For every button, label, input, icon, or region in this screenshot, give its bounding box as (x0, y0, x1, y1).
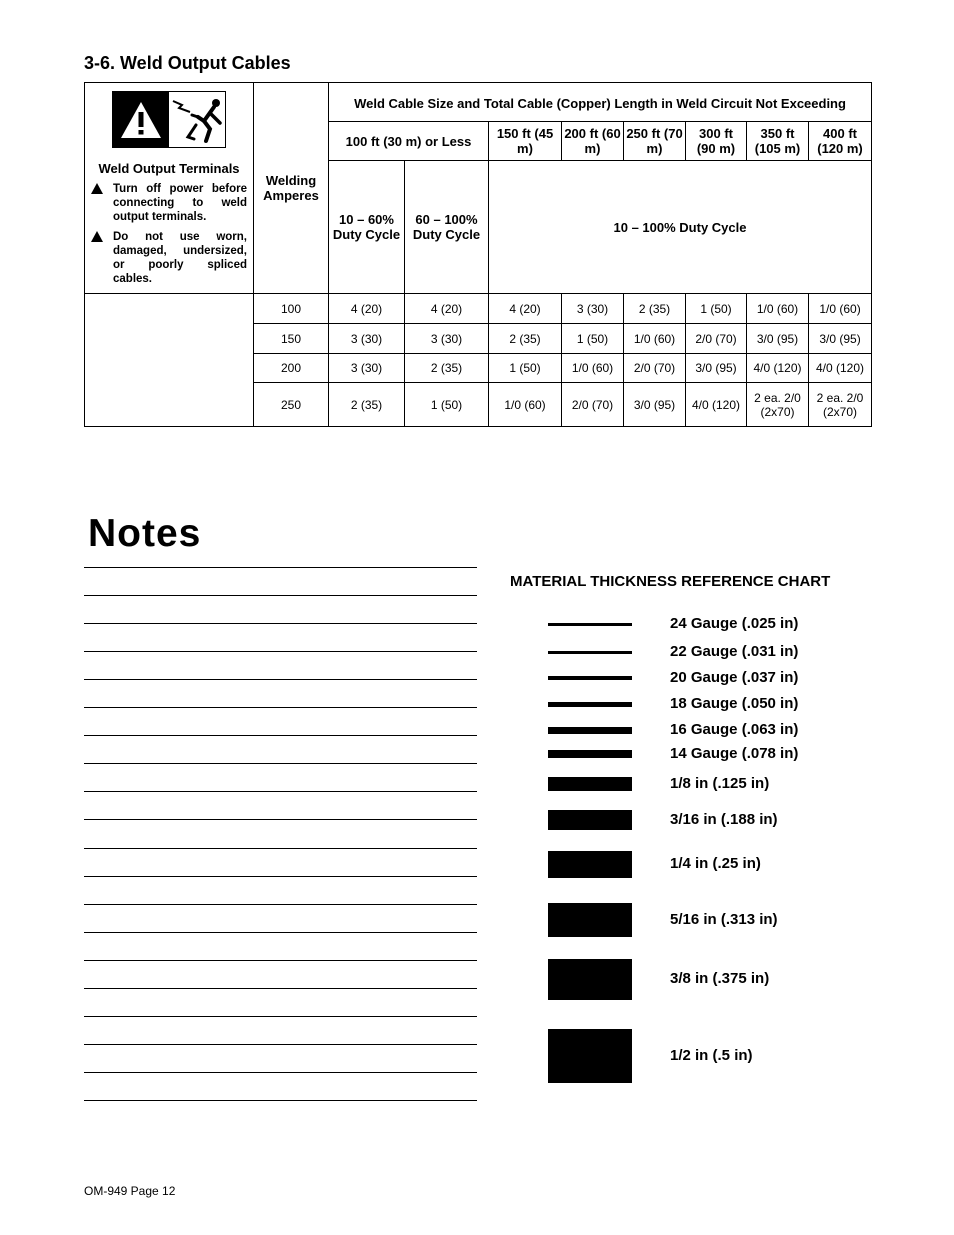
table-cell: 4/0 (120) (809, 354, 872, 383)
page-footer: OM-949 Page 12 (84, 1184, 176, 1198)
table-cell: 3/0 (95) (809, 324, 872, 354)
table-cell: 4 (20) (489, 294, 562, 324)
thickness-bar (548, 727, 632, 734)
table-cell: 1 (50) (686, 294, 747, 324)
warning-text: Turn off power before connecting to weld output terminals. (113, 183, 247, 223)
note-line (84, 763, 477, 764)
length-header: 300 ft (90 m) (686, 122, 747, 161)
thickness-label: 24 Gauge (.025 in) (670, 615, 799, 632)
thickness-label: 5/16 in (.313 in) (670, 911, 778, 928)
warning-bullet-icon (91, 182, 113, 224)
thickness-bar (548, 810, 632, 830)
note-line (84, 679, 477, 680)
note-line (84, 707, 477, 708)
duty-cycle-header: 10 – 100% Duty Cycle (489, 161, 872, 294)
thickness-label: 3/16 in (.188 in) (670, 811, 778, 828)
note-line (84, 932, 477, 933)
table-cell: 2/0 (70) (686, 324, 747, 354)
table-cell: 1/0 (60) (562, 354, 624, 383)
table-cell: 2 (35) (624, 294, 686, 324)
table-cell: 1/0 (60) (747, 294, 809, 324)
table-cell: 2 ea. 2/0 (2x70) (809, 383, 872, 427)
table-cell: 3 (30) (329, 354, 405, 383)
thickness-label: 3/8 in (.375 in) (670, 970, 770, 987)
thickness-bar (548, 903, 632, 937)
thickness-bar (548, 851, 632, 878)
note-line (84, 735, 477, 736)
warning-bullet-icon (91, 230, 113, 286)
warning-item (91, 182, 247, 224)
thickness-bar (548, 676, 632, 680)
note-line (84, 1072, 477, 1073)
duty-cycle-header: 10 – 60% Duty Cycle (329, 161, 405, 294)
table-row (85, 294, 872, 324)
warning-item (91, 230, 247, 286)
note-line (84, 595, 477, 596)
note-line (84, 651, 477, 652)
table-cell: 1 (50) (489, 354, 562, 383)
duty-cycle-header: 60 – 100% Duty Cycle (405, 161, 489, 294)
table-cell: 1/0 (60) (489, 383, 562, 427)
table-cell: 3/0 (95) (747, 324, 809, 354)
note-line (84, 1100, 477, 1101)
table-cell: 1/0 (60) (624, 324, 686, 354)
length-header-100: 100 ft (30 m) or Less (329, 122, 489, 161)
amps-cell: 200 (254, 354, 329, 383)
note-line (84, 791, 477, 792)
amps-cell: 250 (254, 383, 329, 427)
electric-shock-icon (169, 92, 225, 147)
note-line (84, 623, 477, 624)
note-line (84, 988, 477, 989)
note-line (84, 876, 477, 877)
warning-text: Do not use worn, damaged, undersized, or poorly spliced cables. (113, 231, 247, 285)
thickness-bar (548, 702, 632, 707)
thickness-bar (548, 651, 632, 654)
thickness-label: 14 Gauge (.078 in) (670, 745, 799, 762)
length-header: 400 ft (120 m) (809, 122, 872, 161)
table-cell: 3 (30) (405, 324, 489, 354)
table-cell: 3/0 (95) (686, 354, 747, 383)
table-cell: 2 (35) (405, 354, 489, 383)
table-cell: 3 (30) (329, 324, 405, 354)
note-line (84, 819, 477, 820)
thickness-bar (548, 750, 632, 758)
length-header: 150 ft (45 m) (489, 122, 562, 161)
thickness-bar (548, 959, 632, 1000)
amps-cell: 100 (254, 294, 329, 324)
thickness-label: 1/4 in (.25 in) (670, 855, 761, 872)
thickness-bar (548, 623, 632, 626)
table-cell: 4 (20) (405, 294, 489, 324)
table-cell: 4/0 (120) (747, 354, 809, 383)
warning-cell (85, 83, 254, 294)
table-cell: 3/0 (95) (624, 383, 686, 427)
table-cell: 1/0 (60) (809, 294, 872, 324)
terminals-title: Weld Output Terminals (98, 161, 240, 176)
thickness-label: 22 Gauge (.031 in) (670, 643, 799, 660)
table-cell: 4 (20) (329, 294, 405, 324)
thickness-bar (548, 1029, 632, 1083)
thickness-label: 16 Gauge (.063 in) (670, 721, 799, 738)
amps-cell: 150 (254, 324, 329, 354)
thickness-chart-title: MATERIAL THICKNESS REFERENCE CHART (510, 573, 831, 590)
table-cell: 2 (35) (489, 324, 562, 354)
hazard-symbol (112, 91, 226, 148)
length-header: 200 ft (60 m) (562, 122, 624, 161)
thickness-label: 18 Gauge (.050 in) (670, 695, 799, 712)
note-line (84, 960, 477, 961)
notes-title: Notes (88, 512, 202, 555)
weld-cable-table (84, 82, 872, 427)
thickness-label: 1/2 in (.5 in) (670, 1047, 753, 1064)
thickness-bar (548, 777, 632, 791)
cable-size-header: Weld Cable Size and Total Cable (Copper) Length in Weld Circuit Not Exceeding (329, 83, 872, 122)
note-line (84, 904, 477, 905)
table-cell: 1 (50) (562, 324, 624, 354)
note-line (84, 1044, 477, 1045)
length-header: 250 ft (70 m) (624, 122, 686, 161)
table-cell: 2 ea. 2/0 (2x70) (747, 383, 809, 427)
note-line (84, 1016, 477, 1017)
thickness-label: 1/8 in (.125 in) (670, 775, 770, 792)
table-cell: 1 (50) (405, 383, 489, 427)
table-cell: 2 (35) (329, 383, 405, 427)
length-header: 350 ft (105 m) (747, 122, 809, 161)
welding-amperes-header: Welding Amperes (254, 83, 329, 294)
note-line (84, 848, 477, 849)
table-cell: 2/0 (70) (562, 383, 624, 427)
note-line (84, 567, 477, 568)
table-cell: 2/0 (70) (624, 354, 686, 383)
table-cell: 4/0 (120) (686, 383, 747, 427)
warning-triangle-icon (113, 92, 169, 147)
table-cell: 3 (30) (562, 294, 624, 324)
thickness-label: 20 Gauge (.037 in) (670, 669, 799, 686)
blank-cell (85, 294, 254, 427)
section-title: 3-6. Weld Output Cables (84, 53, 291, 73)
